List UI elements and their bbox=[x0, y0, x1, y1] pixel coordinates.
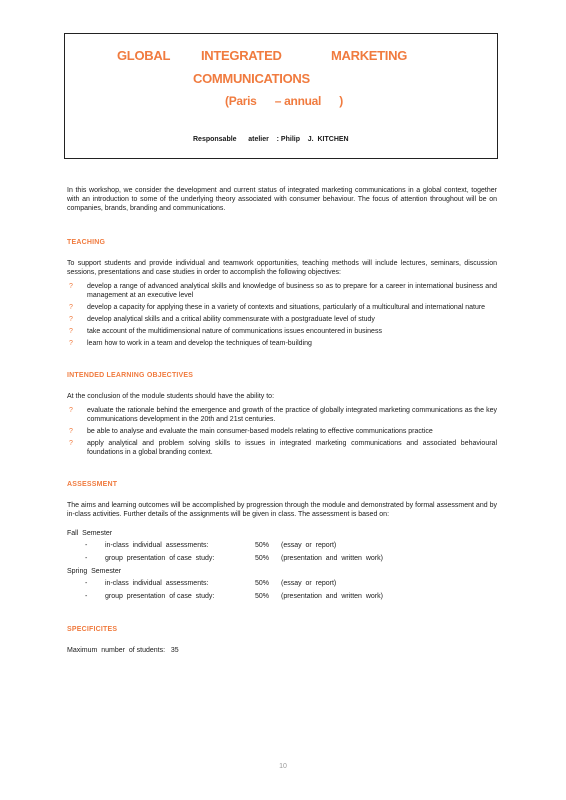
list-item: ? take account of the multidimensional nature of communications issues encountered in business bbox=[69, 328, 382, 335]
list-item: ? apply analytical and problem solving skills to issues in integrated marketing communications and associated behavioural foundations in a global branding context. bbox=[69, 440, 497, 456]
responsible-label: Responsable atelier bbox=[193, 136, 269, 143]
list-item: ? develop analytical skills and a critical ability commensurate with a postgraduate level of study bbox=[69, 316, 375, 323]
semester-fall-title: Fall Semester bbox=[67, 530, 113, 537]
subtitle: (Paris – annual ) bbox=[225, 94, 343, 108]
teaching-bullets bbox=[67, 282, 497, 348]
assessment-row: - in-class individual assessments: 50% (essay or report) bbox=[85, 542, 337, 549]
bullet-icon: ? bbox=[69, 283, 73, 290]
bullet-icon: ? bbox=[69, 440, 73, 447]
dash-icon: - bbox=[85, 555, 88, 562]
title-line-communications: COMMUNICATIONS bbox=[193, 71, 310, 86]
bullet-icon: ? bbox=[69, 328, 73, 335]
list-item: ? be able to analyse and evaluate the main consumer-based models relating to effective communications practice bbox=[69, 428, 433, 435]
assessment-row: - group presentation of case study: 50% (presentation and written work) bbox=[85, 593, 383, 600]
max-students-line: Maximum number of students: 35 bbox=[67, 647, 179, 654]
bullet-icon: ? bbox=[69, 407, 73, 414]
dash-icon: - bbox=[85, 580, 88, 587]
title-word-integrated: INTEGRATED bbox=[201, 48, 282, 63]
assessment-row: - group presentation of case study: 50% (presentation and written work) bbox=[85, 555, 383, 562]
dash-icon: - bbox=[85, 593, 88, 600]
page-number: 10 bbox=[279, 763, 287, 770]
objectives-heading: INTENDED LEARNING OBJECTIVES bbox=[67, 372, 194, 379]
list-item: ? develop a capacity for applying these in a variety of contexts and situations, particularly of a multicultural and international nature bbox=[69, 304, 486, 311]
document-body bbox=[67, 186, 497, 655]
assessment-lead: The aims and learning outcomes will be accomplished by progression through the module and demonstrated by formal assessment and by in-class activities. Further details of the assignments will be given in class. The assessment is based on: bbox=[67, 502, 497, 518]
teaching-heading: TEACHING bbox=[67, 239, 106, 246]
bullet-icon: ? bbox=[69, 316, 73, 323]
intro-paragraph: In this workshop, we consider the development and current status of integrated marketing communications in a global context, together with an introduction to some of the underlying theory associated with consumer behaviour. The focus of attention throughout will be on companies, brands, branding and communications. bbox=[67, 187, 497, 212]
bullet-icon: ? bbox=[69, 304, 73, 311]
responsible-name: : Philip J. KITCHEN bbox=[276, 136, 349, 143]
list-item: ? evaluate the rationale behind the emergence and growth of the practice of globally integrated marketing communications as the key communications development in the 20th and 21st centuries. bbox=[69, 407, 497, 423]
title-word-global: GLOBAL bbox=[117, 48, 171, 63]
bullet-icon: ? bbox=[69, 340, 73, 347]
objectives-lead: At the conclusion of the module students should have the ability to: bbox=[67, 393, 275, 400]
responsible-line bbox=[193, 136, 349, 143]
semester-spring-title: Spring Semester bbox=[67, 568, 122, 575]
title-word-marketing: MARKETING bbox=[331, 48, 408, 63]
dash-icon: - bbox=[85, 542, 88, 549]
list-item: ? learn how to work in a team and develop the techniques of team-building bbox=[69, 340, 312, 347]
header-box bbox=[64, 33, 498, 159]
assessment-heading: ASSESSMENT bbox=[67, 481, 118, 488]
objectives-bullets bbox=[67, 406, 497, 457]
teaching-lead: To support students and provide individual and teamwork opportunities, teaching methods will include lectures, seminars, discussion sessions, presentations and case studies in order to accomplish the following objectives: bbox=[67, 260, 497, 276]
assessment-row: - in-class individual assessments: 50% (essay or report) bbox=[85, 580, 337, 587]
bullet-icon: ? bbox=[69, 428, 73, 435]
specificities-heading: SPECIFICITES bbox=[67, 626, 118, 633]
list-item: ? develop a range of advanced analytical skills and knowledge of business so as to prepare for a career in international business and management at an executive level bbox=[69, 283, 497, 299]
